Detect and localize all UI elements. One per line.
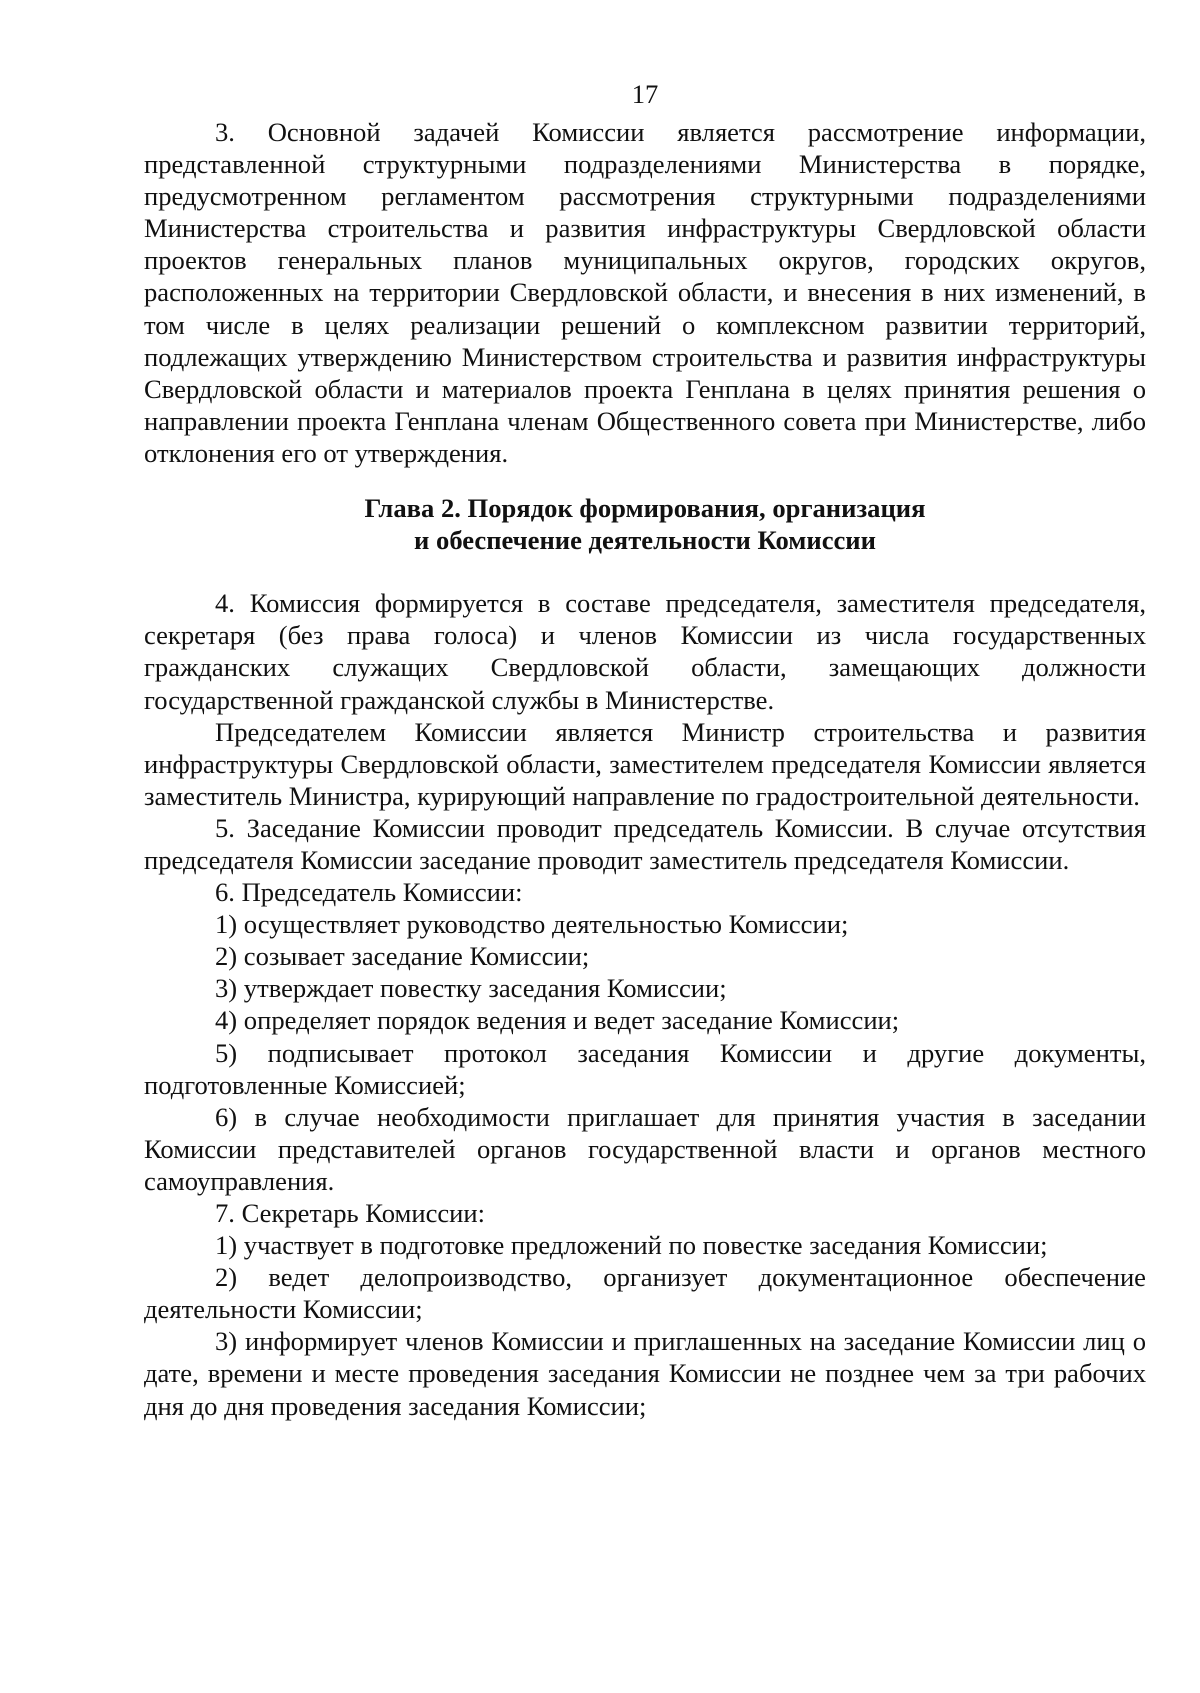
document-page xyxy=(144,72,1146,1422)
list-item: 4) определяет порядок ведения и ведет заседание Комиссии; xyxy=(215,1005,900,1036)
list-item: 1) участвует в подготовке предложений по повестке заседания Комиссии; xyxy=(215,1230,1048,1261)
list-item: 2) созывает заседание Комиссии; xyxy=(215,941,590,972)
chapter-heading-line-2: и обеспечение деятельности Комиссии xyxy=(414,525,876,556)
paragraph-5: 5. Заседание Комиссии проводит председатель Комиссии. В случае отсутствия председателя Комиссии заседание проводит заместитель председателя Комиссии. xyxy=(144,812,1146,875)
paragraph-chairman: Председателем Комиссии является Министр строительства и развития инфраструктуры Свердловской области, заместителем председателя Комиссии является заместитель Министра, курирующий направление по градостроительной деятельности. xyxy=(144,716,1146,811)
chapter-heading-line-1: Глава 2. Порядок формирования, организация xyxy=(364,493,926,524)
paragraph-7: 7. Секретарь Комиссии: xyxy=(215,1198,486,1228)
list-item: 6) в случае необходимости приглашает для принятия участия в заседании Комиссии представителей органов государственной власти и органов местного самоуправления. xyxy=(144,1101,1146,1196)
list-item: 3) информирует членов Комиссии и приглашенных на заседание Комиссии лиц о дате, времени и месте проведения заседания Комиссии не позднее чем за три рабочих дня до дня проведения заседания Комиссии; xyxy=(144,1326,1146,1421)
page-number: 17 xyxy=(631,79,659,109)
paragraph-3: 3. Основной задачей Комиссии является рассмотрение информации, представленной структурными подразделениями Министерства в порядке, предусмотренном регламентом рассмотрения структурными подразделениями Министерства строительства и развития инфраструктуры Свердловской области проектов генеральных планов муниципальных округов, городских округов, расположенных на территории Свердловской области, и внесения в них изменений, в том числе в целях реализации решений о комплексном развитии территорий, подлежащих утверждению Министерством строительства и развития инфраструктуры Свердловской области и материалов проекта Генплана в целях принятия решения о направлении проекта Генплана членам Общественного совета при Министерстве, либо отклонения его от утверждения. xyxy=(144,117,1146,468)
paragraph-6: 6. Председатель Комиссии: xyxy=(215,877,523,908)
chapter-heading xyxy=(144,492,1146,556)
list-item: 3) утверждает повестку заседания Комиссии; xyxy=(215,973,727,1004)
list-item: 1) осуществляет руководство деятельностью Комиссии; xyxy=(215,909,849,940)
list-item: 2) ведет делопроизводство, организует документационное обеспечение деятельности Комиссии; xyxy=(144,1262,1146,1325)
list-item: 5) подписывает протокол заседания Комиссии и другие документы, подготовленные Комиссией; xyxy=(144,1037,1146,1100)
paragraph-4: 4. Комиссия формируется в составе председателя, заместителя председателя, секретаря (без права голоса) и членов Комиссии из числа государственных гражданских служащих Свердловской области, замещающих должности государственной гражданской службы в Министерстве. xyxy=(144,588,1146,715)
